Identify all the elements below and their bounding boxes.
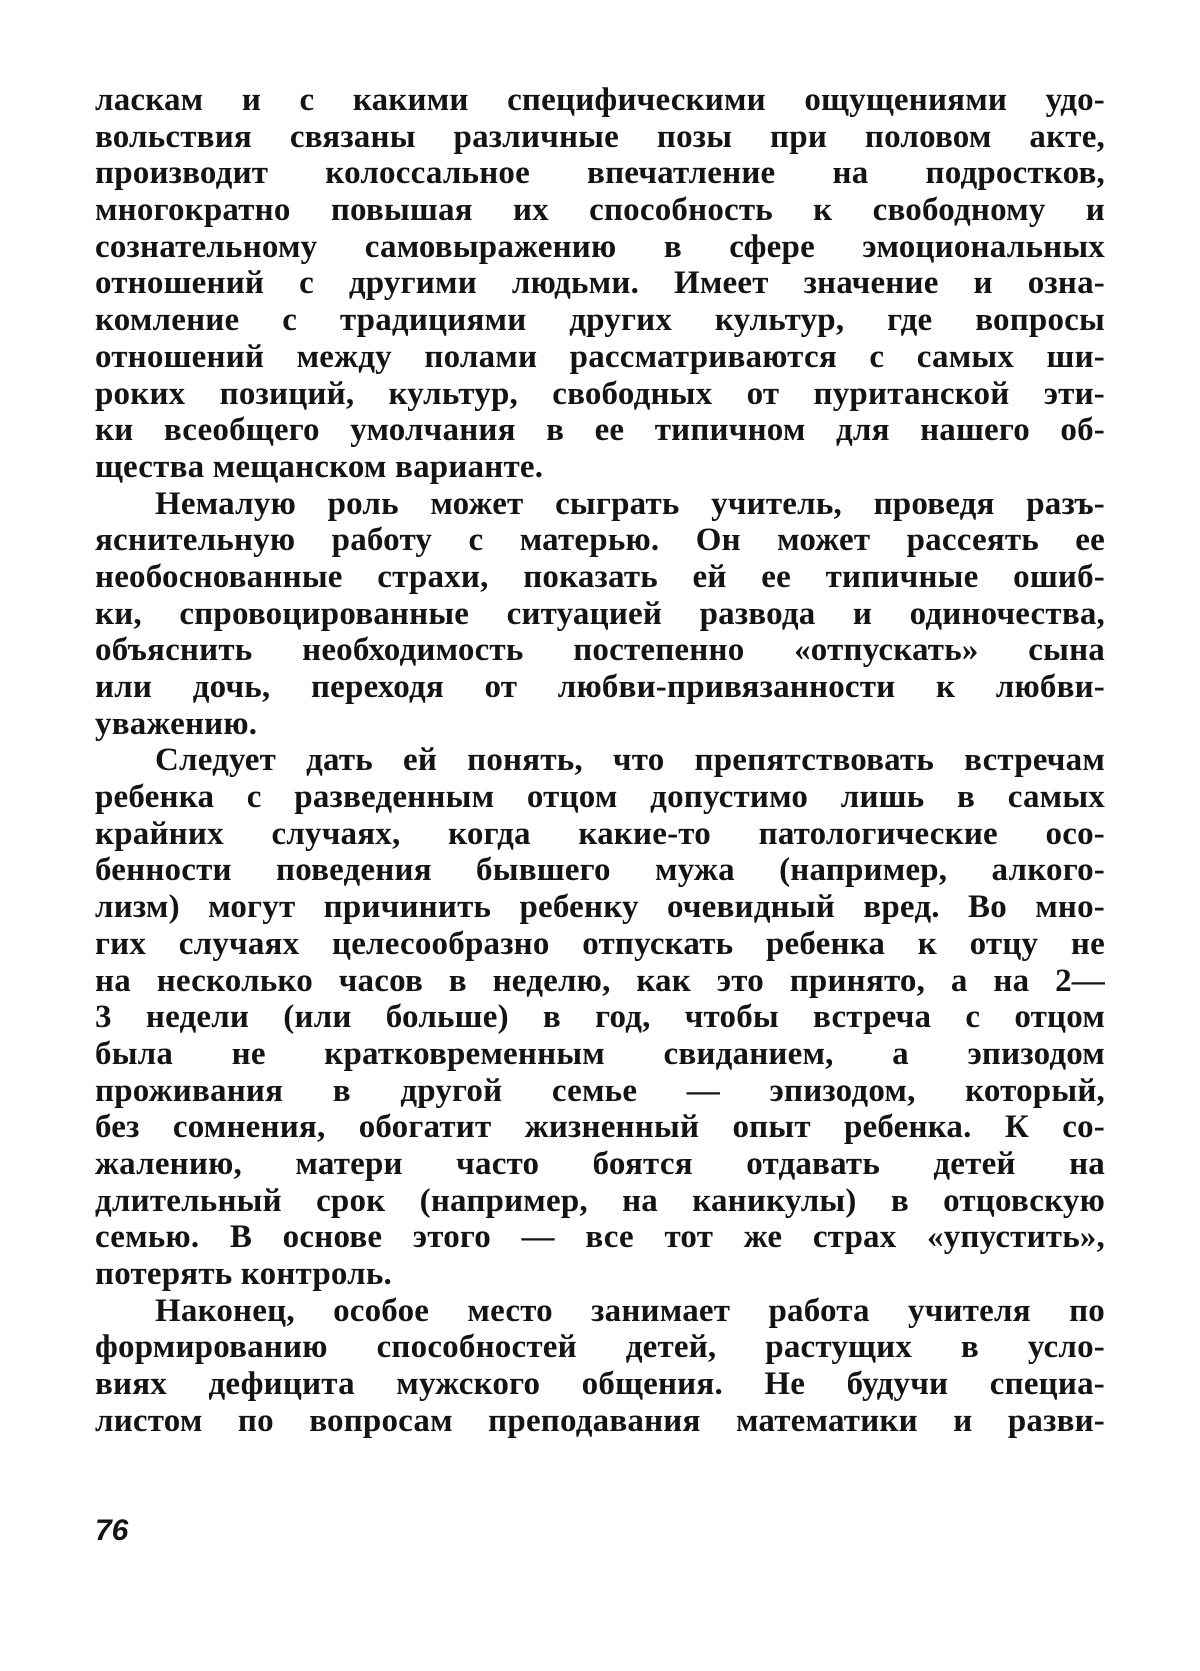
text-line: была не кратковременным свиданием, а эпизодом	[95, 1035, 1105, 1072]
text-line: вольствия связаны различные позы при половом акте,	[95, 118, 1105, 155]
text-line: яснительную работу с матерью. Он может рассеять ее	[95, 522, 1105, 559]
text-line: лизм) могут причинить ребенку очевидный вред. Во мно-	[95, 889, 1105, 926]
paragraph	[95, 486, 1105, 743]
text-line: необоснованные страхи, показать ей ее типичные ошиб-	[95, 558, 1105, 595]
text-line: ки, спровоцированные ситуацией развода и одиночества,	[95, 595, 1105, 632]
text-line: ласкам и с какими специфическими ощущениями удо-	[95, 82, 1105, 118]
text-line: отношений между полами рассматриваются с самых ши-	[95, 338, 1105, 375]
text-line: крайних случаях, когда какие-то патологические осо-	[95, 815, 1105, 852]
text-line: Следует дать ей понять, что препятствовать встречам	[155, 742, 1105, 779]
text-line: сознательному самовыражению в сфере эмоциональных	[95, 228, 1105, 265]
text-line: Немалую роль может сыграть учитель, проведя разъ-	[155, 485, 1105, 522]
paragraph	[95, 742, 1105, 1292]
text-line: отношений с другими людьми. Имеет значение и озна-	[95, 265, 1105, 302]
text-line: Наконец, особое место занимает работа учителя по	[155, 1292, 1105, 1329]
page-number: 76	[95, 1514, 129, 1547]
text-line: ки всеобщего умолчания в ее типичном для нашего об-	[95, 412, 1105, 449]
text-line: уважению.	[95, 705, 258, 742]
body-text	[95, 82, 1105, 1439]
text-line: бенности поведения бывшего мужа (например, алкого-	[95, 852, 1105, 889]
text-line: на несколько часов в неделю, как это принято, а на 2—	[95, 962, 1105, 999]
text-line: жалению, матери часто боятся отдавать детей на	[95, 1145, 1105, 1182]
paragraph	[95, 82, 1105, 486]
text-line: проживания в другой семье — эпизодом, который,	[95, 1072, 1105, 1109]
text-line: или дочь, переходя от любви-привязанности к любви-	[95, 669, 1105, 705]
text-line: листом по вопросам преподавания математики и разви-	[95, 1402, 1105, 1439]
text-line: без сомнения, обогатит жизненный опыт ребенка. К со-	[95, 1109, 1105, 1146]
text-line: гих случаях целесообразно отпускать ребенка к отцу не	[95, 925, 1105, 962]
text-line: семью. В основе этого — все тот же страх «упустить»,	[95, 1219, 1105, 1256]
text-line: производит колоссальное впечатление на подростков,	[95, 155, 1105, 192]
text-line: щества мещанском варианте.	[95, 448, 544, 485]
text-line: потерять контроль.	[95, 1256, 392, 1292]
text-line: ребенка с разведенным отцом допустимо лишь в самых	[95, 779, 1105, 816]
paragraph	[95, 1293, 1105, 1440]
text-line: комление с традициями других культур, где вопросы	[95, 302, 1105, 339]
text-line: виях дефицита мужского общения. Не будучи специа-	[95, 1366, 1105, 1403]
text-line: 3 недели (или больше) в год, чтобы встреча с отцом	[95, 999, 1105, 1036]
text-line: длительный срок (например, на каникулы) в отцовскую	[95, 1182, 1105, 1219]
text-line: роких позиций, культур, свободных от пуританской эти-	[95, 375, 1105, 412]
text-line: многократно повышая их способность к свободному и	[95, 192, 1105, 229]
text-line: объяснить необходимость постепенно «отпускать» сына	[95, 632, 1105, 669]
text-line: формированию способностей детей, растущих в усло-	[95, 1329, 1105, 1366]
